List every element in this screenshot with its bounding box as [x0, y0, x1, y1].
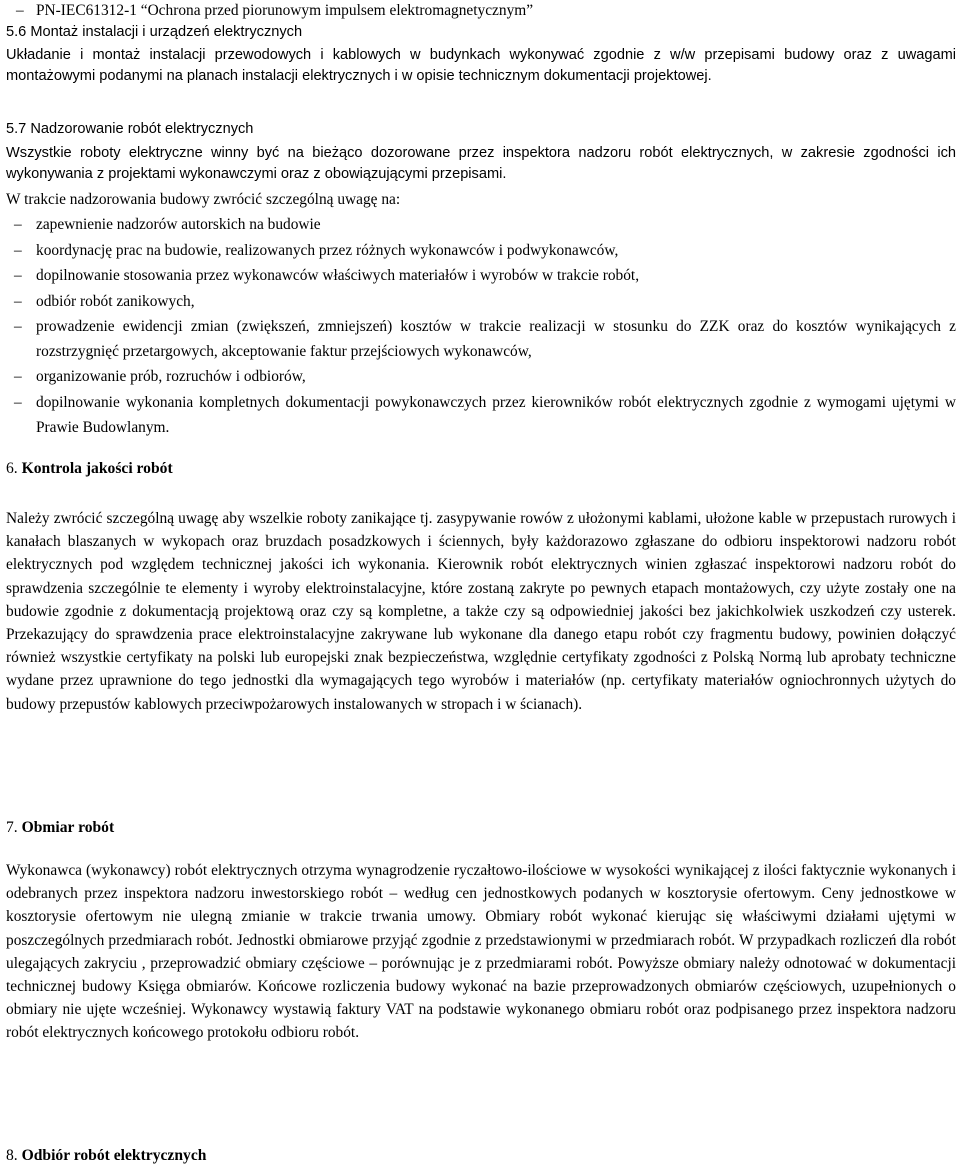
section-5-6-body: Układanie i montaż instalacji przewodowych i kablowych w budynkach wykonywać zgodnie z w/w przepisami budowy oraz z uwagami montażowymi podanymi na planach instalacji elektrycznych i w opisie technicznym dokumentacji projektowej.: [6, 47, 956, 85]
list-item: [6, 263, 956, 289]
list-item-text: koordynację prac na budowie, realizowanych przez różnych wykonawców i podwykonawców,: [36, 241, 619, 259]
list-item-text: zapewnienie nadzorów autorskich na budowie: [36, 216, 321, 233]
dash-bullet: –: [16, 2, 24, 19]
dash-bullet: –: [14, 267, 22, 284]
section-6-heading: [6, 458, 956, 480]
standard-reference-line: [6, 0, 960, 21]
list-item-text: prowadzenie ewidencji zmian (zwiększeń, zmniejszeń) kosztów w trakcie realizacji w stosunku do ZZK oraz do kosztów wynikających z rozstrzygnięć przetargowych, akceptowanie faktur przejściowych wykonawców,: [36, 318, 956, 360]
dash-bullet: –: [14, 292, 22, 310]
standard-reference-text: PN-IEC61312-1 “Ochrona przed piorunowym impulsem elektromagnetycznym”: [36, 2, 534, 19]
section-7-heading: [6, 817, 956, 839]
dash-bullet: –: [14, 241, 22, 259]
list-item-text: dopilnowanie stosowania przez wykonawców właściwych materiałów i wyrobów w trakcie robót,: [36, 267, 640, 284]
list-item-text: organizowanie prób, rozruchów i odbiorów,: [36, 368, 306, 385]
section-5-7-intro: W trakcie nadzorowania budowy zwrócić szczególną uwagę na:: [6, 191, 401, 208]
section-5-7-body: Wszystkie roboty elektryczne winny być na bieżąco dozorowane przez inspektora nadzoru robót elektrycznych, w zakresie zgodności ich wykonywania z projektami wykonawczymi oraz z obowiązującymi przepisami.: [6, 145, 956, 183]
dash-bullet: –: [14, 216, 22, 233]
section-6-body: Należy zwrócić szczególną uwagę aby wszelkie roboty zanikające tj. zasypywanie rowów z ułożonymi kablami, ułożone kable w przepustach rurowych i kanałach blaszanych w wykopach oraz bruzdach posadzkowych i ściennych, były każdorazowo zgłaszane do odbioru inspektorowi nadzoru robót elektrycznych pod względem technicznej jakości ich wykonania. Kierownik robót elektrycznych winien zgłaszać inspektorowi nadzoru robót do sprawdzenia szczególnie te elementy i wyroby elektroinstalacyjne, które zostaną zakryte po pewnych etapach montażowych, czy użyte zostały one na budowie zgodnie z dokumentacją projektową oraz czy są kompletne, a także czy są odpowiedniej jakości bez jakichkolwiek uszkodzeń czy usterek. Przekazujący do sprawdzenia prace elektroinstalacyjne zakrywane lub wykonane dla danego etapu robót czy fragmentu budowy, powinien dołączyć również wszystkie certyfikaty na polski lub europejski znak bezpieczeństwa, względnie certyfikaty zgodności z Polską Normą lub aprobaty techniczne wydane przez uprawnione do tego jednostki dla wymagających tego wyrobów i materiałów (np. certyfikaty materiałów ogniochronnych użytych do budowy przepustów kablowych przeciwpożarowych instalowanych w stropach i w ścianach).: [6, 510, 956, 713]
list-item: [6, 238, 956, 264]
section-8-number: 8.: [6, 1147, 18, 1164]
section-8-title: Odbiór robót elektrycznych: [21, 1147, 207, 1164]
list-item: [6, 289, 956, 315]
section-6-number: 6.: [6, 460, 18, 477]
section-6-title: Kontrola jakości robót: [21, 460, 173, 477]
section-7-number: 7.: [6, 819, 18, 836]
dash-bullet: –: [14, 318, 22, 335]
list-item: [6, 364, 956, 390]
section-5-7-title: 5.7 Nadzorowanie robót elektrycznych: [6, 121, 254, 137]
dash-bullet: –: [14, 368, 22, 385]
supervision-list: [6, 212, 956, 440]
section-7-body: Wykonawca (wykonawcy) robót elektrycznych otrzyma wynagrodzenie ryczałtowo-ilościowe w wysokości wynikającej z ilości faktycznie wykonanych i odebranych przez inspektora nadzoru inwestorskiego robót – według cen jednostkowych podanych w kosztorysie ofertowym. Ceny jednostkowe w kosztorysie ofertowym nie ulegną zmianie w trakcie trwania umowy. Obmiary robót wykonać kierując się właściwymi działami ujętymi w poszczególnych przedmiarach robót. Jednostki obmiarowe przyjąć zgodnie z przedstawionymi w przedmiarach robót. W przypadkach rozliczeń dla robót ulegających zakryciu , przeprowadzić obmiary częściowe – porównując je z przedmiarami robót. Powyższe obmiary należy odnotować w dokumentacji technicznej budowy Księga obmiarów. Końcowe rozliczenia budowy wykonać na bazie przeprowadzonych obmiarów częściowych, uzupełnionych o obmiary nie ujęte wcześniej. Wykonawcy wystawią faktury VAT na podstawie wykonanego obmiaru robót oraz podpisanego przez inspektora nadzoru robót elektrycznych końcowego protokołu odbioru robót.: [6, 862, 956, 1042]
dash-bullet: –: [14, 393, 22, 411]
list-item-text: dopilnowanie wykonania kompletnych dokumentacji powykonawczych przez kierowników robót elektrycznych zgodnie z wymogami ujętymi w Prawie Budowlanym.: [36, 393, 956, 436]
section-8-heading: [6, 1145, 956, 1167]
list-item: [6, 212, 956, 238]
list-item-text: odbiór robót zanikowych,: [36, 292, 195, 310]
list-item: [6, 314, 956, 364]
list-item: [6, 390, 956, 440]
section-5-6-title: 5.6 Montaż instalacji i urządzeń elektrycznych: [6, 24, 303, 40]
section-7-title: Obmiar robót: [21, 819, 115, 836]
document-page: [6, 0, 956, 1164]
